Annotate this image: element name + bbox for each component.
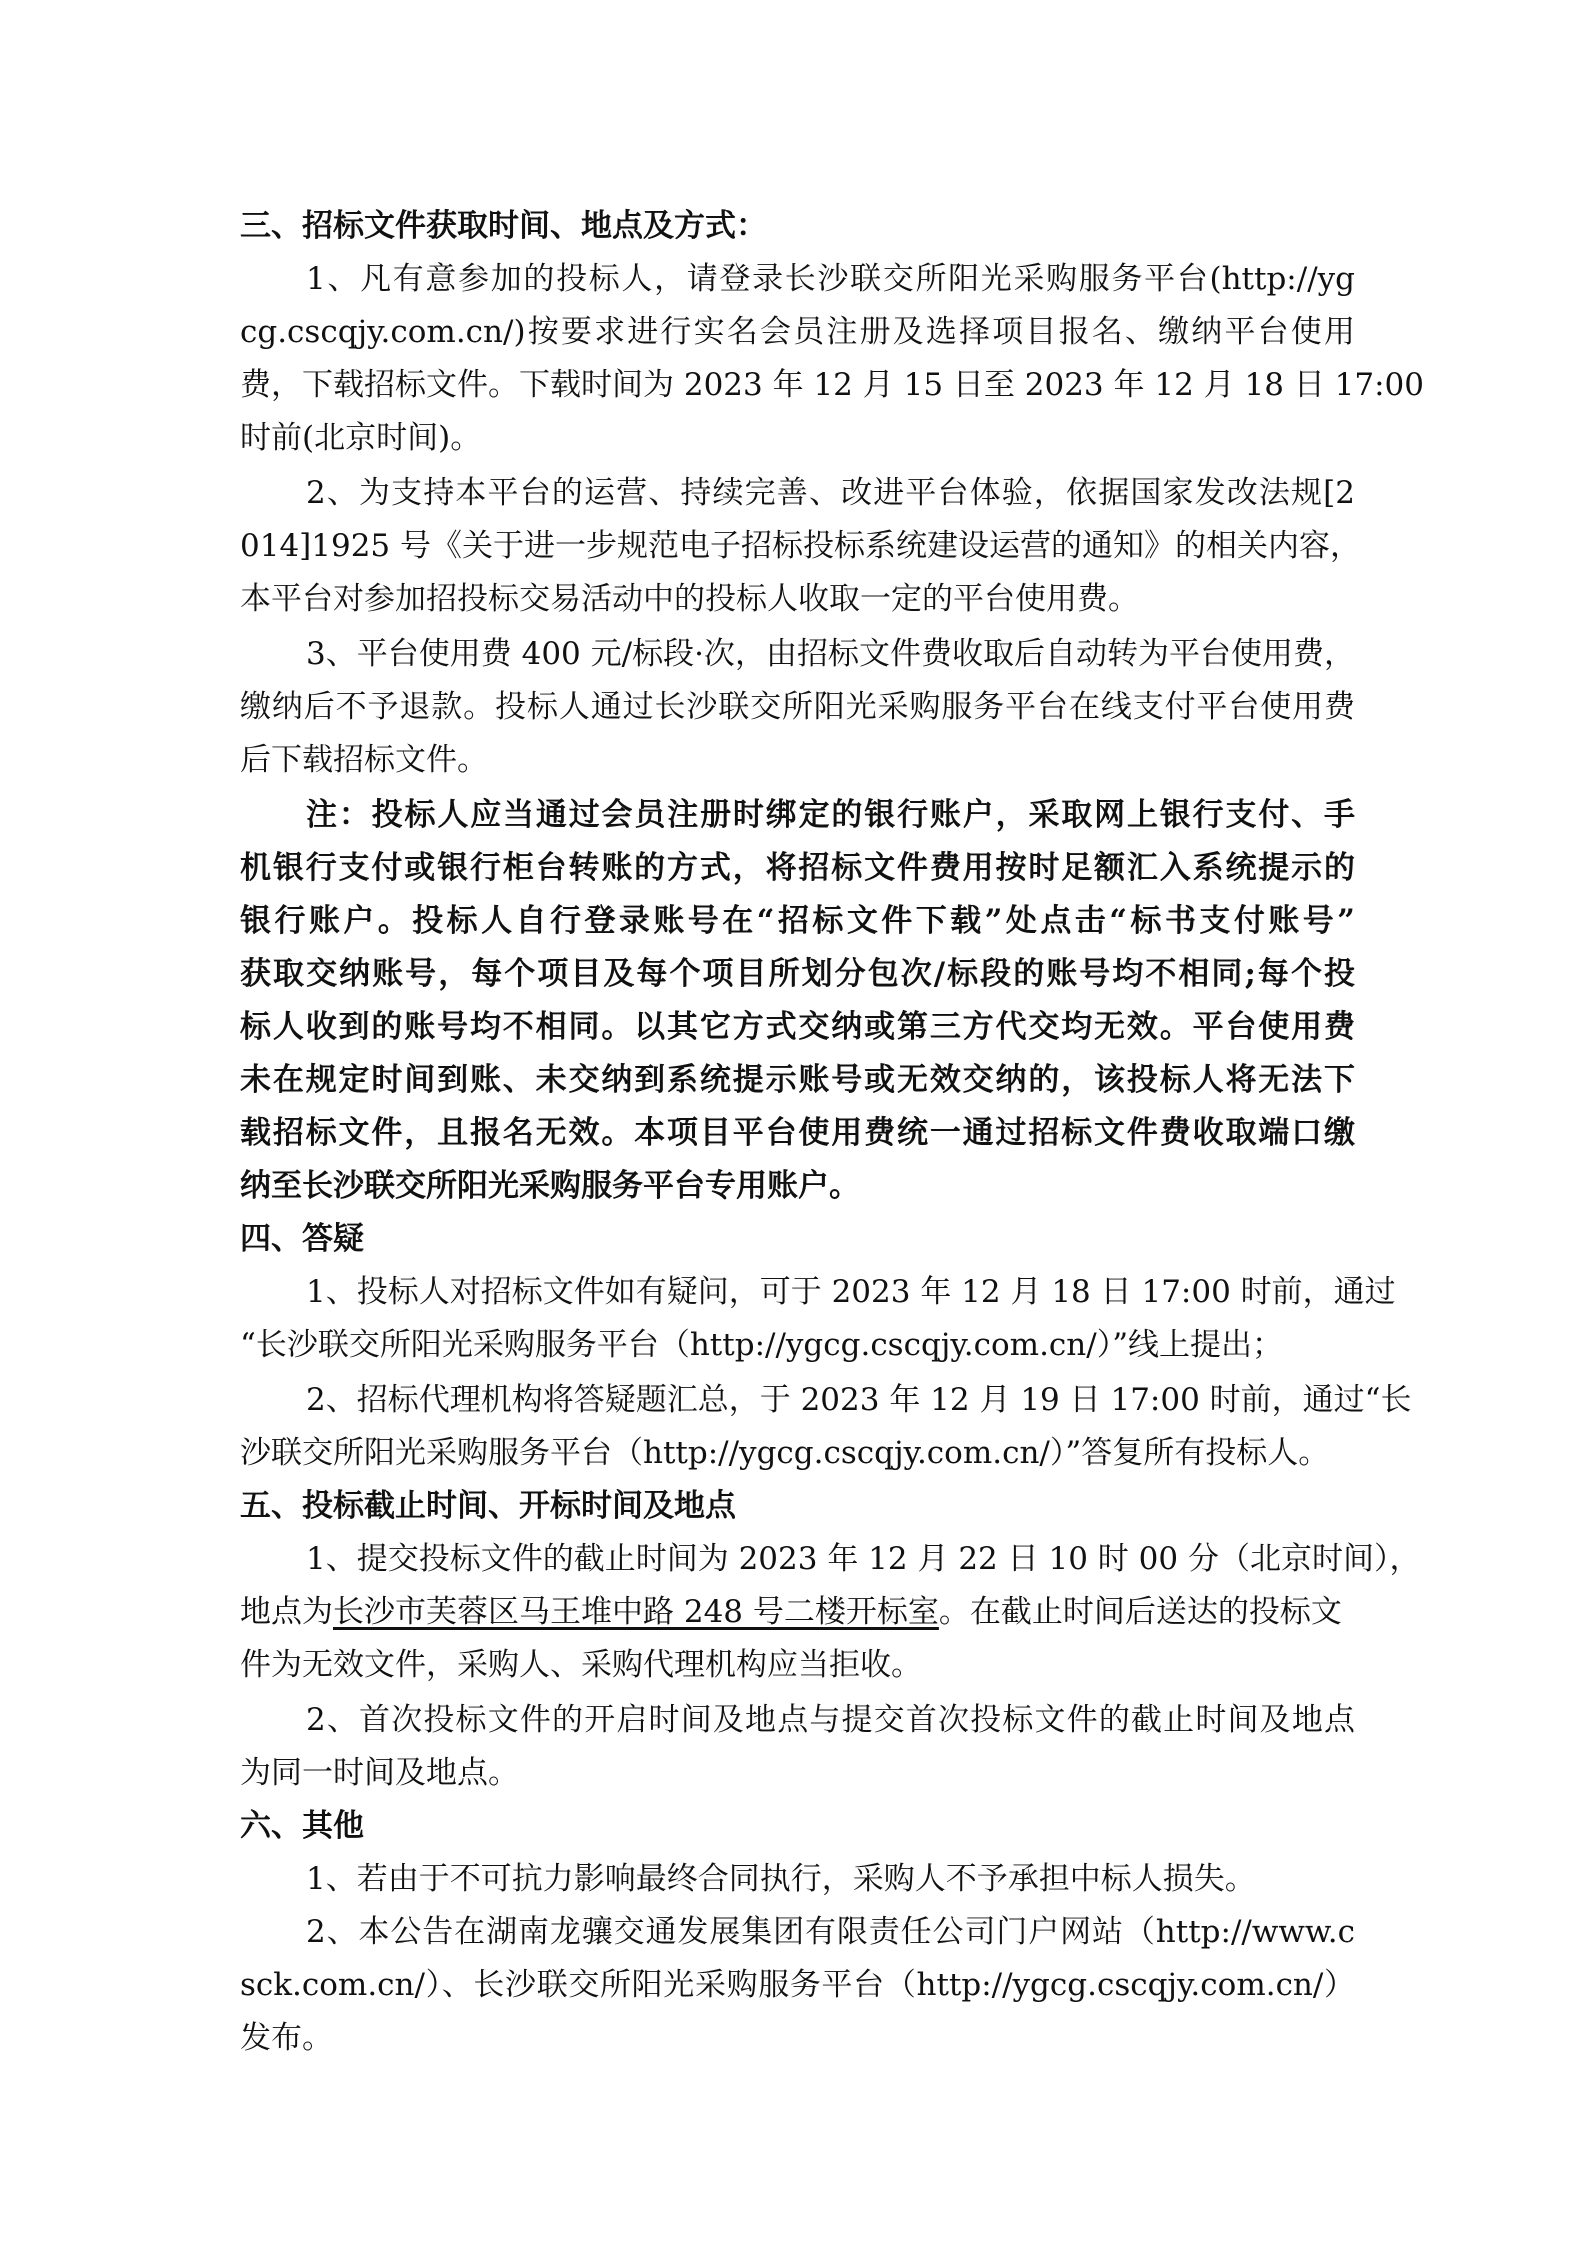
- paragraph-line: 件为无效文件，采购人、采购代理机构应当拒收。: [240, 1647, 922, 1683]
- place-prefix: 地点为: [240, 1594, 333, 1630]
- paragraph-line: 沙联交所阳光采购服务平台（http://ygcg.cscqjy.com.cn/）”答复所有投标人。: [240, 1435, 1330, 1471]
- note-line: 标人收到的账号均不相同。以其它方式交纳或第三方代交均无效。平台使用费: [240, 1009, 1355, 1045]
- note-line: 机银行支付或银行柜台转账的方式，将招标文件费用按时足额汇入系统提示的: [240, 850, 1355, 886]
- note-line: 未在规定时间到账、未交纳到系统提示账号或无效交纳的，该投标人将无法下: [240, 1062, 1355, 1098]
- paragraph-line: 1、提交投标文件的截止时间为 2023 年 12 月 22 日 10 时 00 分（北京时间），: [306, 1541, 1421, 1577]
- section-3-paragraph-2: [240, 467, 1362, 626]
- paragraph-line: 后下载招标文件。: [240, 742, 488, 778]
- paragraph-line: 缴纳后不予退款。投标人通过长沙联交所阳光采购服务平台在线支付平台使用费: [240, 689, 1355, 725]
- paragraph-line: 1、若由于不可抗力影响最终合同执行，采购人不予承担中标人损失。: [306, 1861, 1256, 1897]
- paragraph-line: 1、凡有意参加的投标人，请登录长沙联交所阳光采购服务平台(http://yg: [306, 261, 1355, 297]
- note-line: 注：投标人应当通过会员注册时绑定的银行账户，采取网上银行支付、手: [306, 797, 1355, 833]
- paragraph-line: 发布。: [240, 2020, 333, 2056]
- paragraph-line: 时前(北京时间)。: [240, 420, 482, 456]
- paragraph-line: 费，下载招标文件。下载时间为 2023 年 12 月 15 日至 2023 年 12 月 18 日 17:00: [240, 367, 1425, 403]
- section-6-paragraph-2: [240, 1906, 1355, 2065]
- note-line: 纳至长沙联交所阳光采购服务平台专用账户。: [240, 1168, 860, 1204]
- section-4-paragraph-2: [240, 1374, 1412, 1480]
- paragraph-line: 本平台对参加招投标交易活动中的投标人收取一定的平台使用费。: [240, 581, 1139, 617]
- place-suffix: 。在截止时间后送达的投标文: [938, 1594, 1342, 1630]
- note-line: 载招标文件，且报名无效。本项目平台使用费统一通过招标文件费收取端口缴: [240, 1115, 1355, 1151]
- section-3-heading: 三、招标文件获取时间、地点及方式：: [240, 208, 767, 244]
- paragraph-line: sck.com.cn/）、长沙联交所阳光采购服务平台（http://ygcg.cscqjy.com.cn/）: [240, 1967, 1355, 2003]
- section-5-paragraph-2: [240, 1694, 1355, 1800]
- section-6-paragraph-1: [240, 1853, 1355, 1906]
- paragraph-line: [240, 1586, 1355, 1639]
- paragraph-line: 014]1925 号《关于进一步规范电子招标投标系统建设运营的通知》的相关内容，: [240, 528, 1362, 564]
- section-4-paragraph-1: [240, 1266, 1396, 1372]
- paragraph-line: 2、首次投标文件的开启时间及地点与提交首次投标文件的截止时间及地点: [306, 1702, 1355, 1738]
- paragraph-line: 为同一时间及地点。: [240, 1755, 519, 1791]
- section-6-heading: 六、其他: [240, 1808, 364, 1844]
- document-page: [240, 200, 1425, 2065]
- section-3-paragraph-1: [240, 253, 1425, 465]
- paragraph-line: 1、投标人对招标文件如有疑问，可于 2023 年 12 月 18 日 17:00 时前，通过: [306, 1274, 1396, 1310]
- bid-opening-location: 长沙市芙蓉区马王堆中路 248 号二楼开标室: [333, 1594, 939, 1630]
- section-4-heading: 四、答疑: [240, 1221, 364, 1257]
- paragraph-line: 3、平台使用费 400 元/标段·次，由招标文件费收取后自动转为平台使用费，: [306, 636, 1355, 672]
- section-5-paragraph-1: [240, 1533, 1421, 1692]
- paragraph-line: 2、为支持本平台的运营、持续完善、改进平台体验，依据国家发改法规[2: [306, 475, 1355, 511]
- section-3-paragraph-3: [240, 628, 1355, 787]
- section-3-note: [240, 789, 1355, 1213]
- paragraph-line: 2、招标代理机构将答疑题汇总，于 2023 年 12 月 19 日 17:00 时前，通过“长: [306, 1382, 1412, 1418]
- note-line: 银行账户。投标人自行登录账号在“招标文件下载”处点击“标书支付账号”: [240, 903, 1355, 939]
- paragraph-line: “长沙联交所阳光采购服务平台（http://ygcg.cscqjy.com.cn/）”线上提出；: [240, 1327, 1284, 1363]
- section-5-heading: 五、投标截止时间、开标时间及地点: [240, 1488, 736, 1524]
- paragraph-line: cg.cscqjy.com.cn/)按要求进行实名会员注册及选择项目报名、缴纳平台使用: [240, 314, 1355, 350]
- paragraph-line: 2、本公告在湖南龙骧交通发展集团有限责任公司门户网站（http://www.c: [306, 1914, 1355, 1950]
- note-line: 获取交纳账号，每个项目及每个项目所划分包次/标段的账号均不相同;每个投: [240, 956, 1355, 992]
